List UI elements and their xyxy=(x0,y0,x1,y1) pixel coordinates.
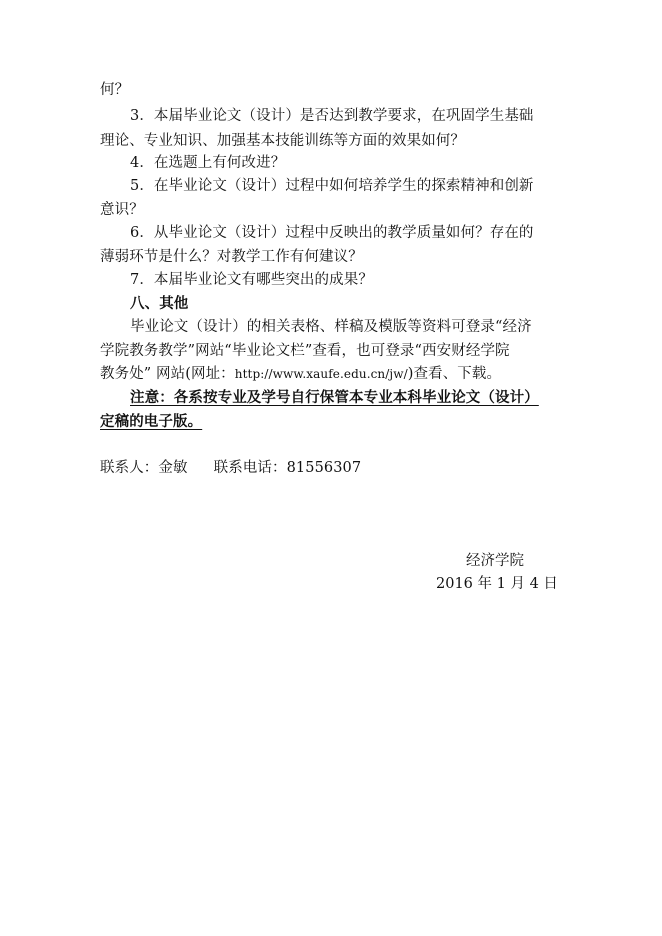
question-5-line-2: 意识？ xyxy=(100,202,144,218)
other-line-3 xyxy=(100,364,501,384)
question-5-line-1: 5．在毕业论文（设计）过程中如何培养学生的探索精神和创新 xyxy=(130,178,534,194)
contact-line xyxy=(100,458,361,478)
website-url-link[interactable]: http://www.xaufe.edu.cn/jw/ xyxy=(234,367,408,381)
paragraph-continuation: 何？ xyxy=(100,82,130,98)
contact-person: 联系人：金敏 xyxy=(100,460,188,476)
signature-organization: 经济学院 xyxy=(466,553,524,569)
section-8-heading: 八、其他 xyxy=(130,296,189,312)
note-line-1: 注意：各系按专业及学号自行保管本专业本科毕业论文（设计） xyxy=(130,390,539,406)
other-line-3-text: 教务处” 网站(网址： xyxy=(100,366,235,382)
question-3-line-2: 理论、专业知识、加强基本技能训练等方面的效果如何？ xyxy=(100,133,465,149)
other-line-2: 学院教务教学”网站“毕业论文栏”查看，也可登录“西安财经学院 xyxy=(100,343,510,359)
question-7: 7．本届毕业论文有哪些突出的成果？ xyxy=(130,272,373,288)
note-line-2: 定稿的电子版。 xyxy=(100,414,203,430)
other-line-1: 毕业论文（设计）的相关表格、样稿及模版等资料可登录“经济 xyxy=(130,319,532,335)
question-6-line-1: 6．从毕业论文（设计）过程中反映出的教学质量如何？存在的 xyxy=(130,225,534,241)
other-line-3-tail: )查看、下载。 xyxy=(407,366,502,382)
contact-phone: 联系电话：81556307 xyxy=(213,460,362,476)
question-4: 4．在选题上有何改进？ xyxy=(130,155,286,171)
question-6-line-2: 薄弱环节是什么？对教学工作有何建议？ xyxy=(100,249,363,265)
signature-date: 2016 年 1 月 4 日 xyxy=(436,576,558,592)
question-3-line-1: 3．本届毕业论文（设计）是否达到教学要求，在巩固学生基础 xyxy=(130,108,534,124)
